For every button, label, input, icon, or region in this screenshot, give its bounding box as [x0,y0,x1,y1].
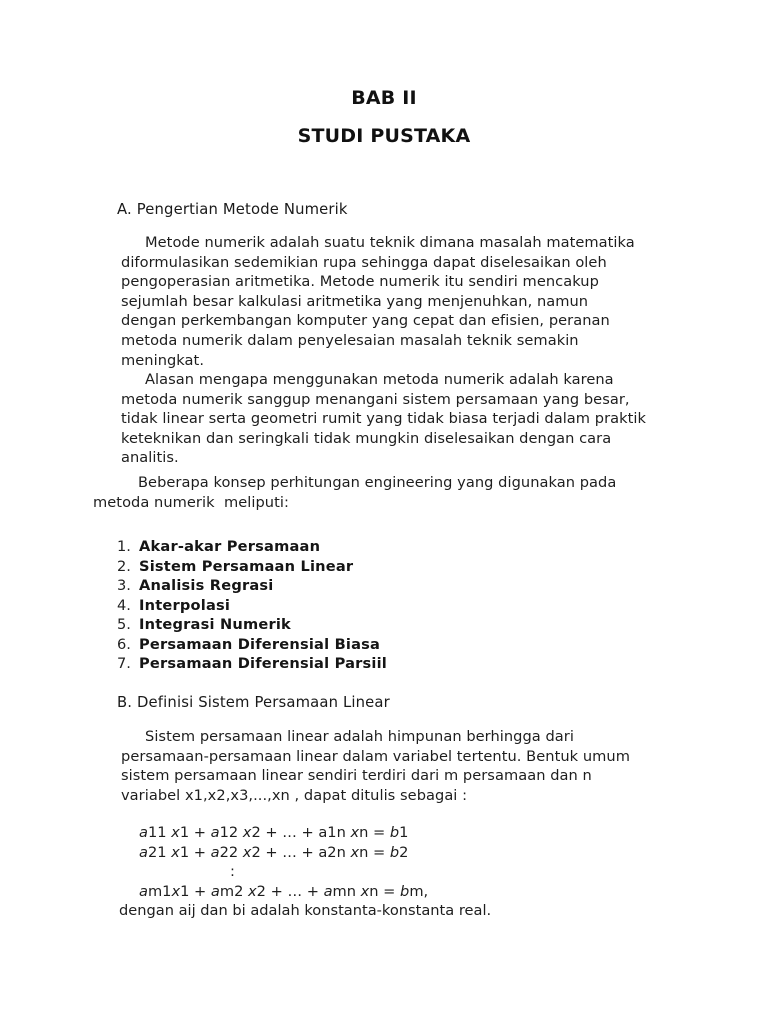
section-b-paragraph-1 [121,727,630,805]
text-line: meningkat. [121,351,205,369]
list-text: Persamaan Diferensial Parsiil [139,655,388,672]
concept-list [117,537,387,674]
section-a-paragraph-1 [121,233,635,370]
text-line: tidak linear serta geometri rumit yang tidak biasa terjadi dalam praktik [121,410,646,428]
section-a-paragraph-2 [121,370,646,468]
section-b-heading: B. Definisi Sistem Persamaan Linear [117,694,390,711]
list-number: 6. [117,635,131,653]
text-line: analitis. [121,449,179,467]
closing-sentence: dengan aij dan bi adalah konstanta-konstanta real. [119,902,492,919]
text-line: Metode numerik adalah suatu teknik dimana masalah matematika [145,234,635,251]
section-a-heading: A. Pengertian Metode Numerik [117,201,348,218]
list-text: Interpolasi [139,596,231,614]
list-text: Sistem Persamaan Linear [139,557,354,575]
list-number: 7. [117,655,131,672]
list-text: Akar-akar Persamaan [139,538,321,555]
list-number: 2. [117,557,131,575]
list-item [117,576,387,596]
section-a-paragraph-3 [93,473,616,512]
list-item [117,635,387,655]
list-item [117,557,387,577]
list-item [117,654,387,674]
text-line: persamaan-persamaan linear dalam variabel tertentu. Bentuk umum [121,747,630,765]
text-line: metoda numerik meliputi: [93,493,289,511]
text-line: metoda numerik dalam penyelesaian masalah teknik semakin [121,331,579,349]
list-item [117,596,387,616]
list-item [117,537,387,557]
list-number: 4. [117,596,131,614]
equation-vertical-dots: : [230,863,235,880]
list-text: Persamaan Diferensial Biasa [139,635,381,653]
text-line: sistem persamaan linear sendiri terdiri dari m persamaan dan n [121,767,592,785]
list-number: 5. [117,616,131,633]
equation-row-m: am1x1 + am2 x2 + … + amn xn = bm, [139,883,429,900]
equation-row-2: a21 x1 + a22 x2 + … + a2n xn = b2 [139,844,409,861]
text-line: metoda numerik sanggup menangani sistem persamaan yang besar, [121,390,630,408]
equation-row-1: a11 x1 + a12 x2 + … + a1n xn = b1 [139,824,409,841]
list-text: Analisis Regrasi [139,577,274,594]
text-line: sejumlah besar kalkulasi aritmetika yang menjenuhkan, namun [121,292,589,310]
text-line: Beberapa konsep perhitungan engineering yang digunakan pada [138,474,617,491]
list-number: 1. [117,538,131,555]
text-line: variabel x1,x2,x3,...,xn , dapat ditulis sebagai : [121,786,468,804]
chapter-title: STUDI PUSTAKA [297,125,471,147]
list-item [117,615,387,635]
text-line: Alasan mengapa menggunakan metoda numerik adalah karena [145,371,614,388]
text-line: diformulasikan sedemikian rupa sehingga dapat diselesaikan oleh [121,253,607,271]
text-line: keteknikan dan seringkali tidak mungkin diselesaikan dengan cara [121,429,612,447]
text-line: Sistem persamaan linear adalah himpunan berhingga dari [145,728,574,745]
list-text: Integrasi Numerik [139,616,291,633]
text-line: pengoperasian aritmetika. Metode numerik itu sendiri mencakup [121,273,599,291]
text-line: dengan perkembangan komputer yang cepat dan efisien, peranan [121,312,610,330]
chapter-number: BAB II [351,87,417,109]
list-number: 3. [117,577,131,594]
